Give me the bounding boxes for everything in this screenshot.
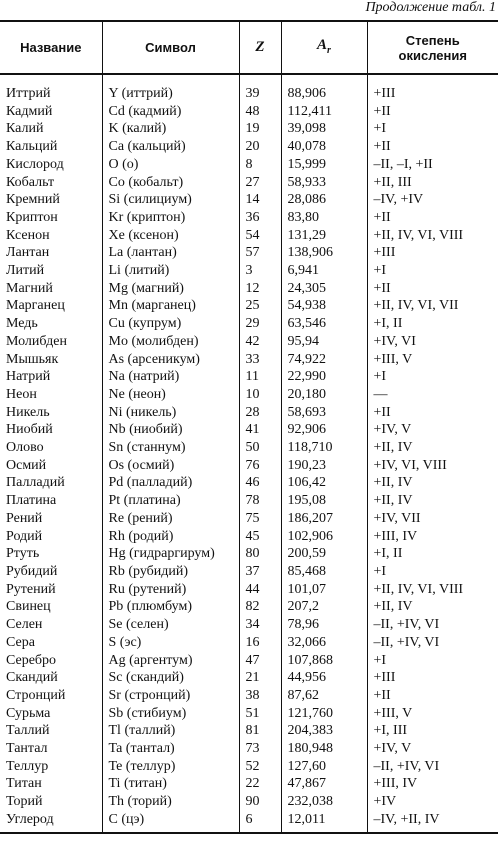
cell-oxidation-state: +II, IV (367, 474, 498, 492)
cell-atomic-mass: 54,938 (281, 297, 367, 315)
cell-atomic-mass: 204,383 (281, 722, 367, 740)
cell-name: Натрий (6, 369, 51, 385)
cell-atomic-number: 3 (239, 262, 281, 280)
cell-atomic-number: 52 (239, 758, 281, 776)
cell-oxidation-state: +IV, VII (367, 510, 498, 528)
table-row (0, 722, 498, 740)
cell-symbol: Ru (рутений) (102, 581, 239, 599)
cell-atomic-number: 54 (239, 227, 281, 245)
cell-name: Родий (6, 528, 43, 544)
cell-oxidation-state: +III (367, 244, 498, 262)
cell-atomic-mass: 232,038 (281, 793, 367, 811)
cell-oxidation-state: +I, II (367, 315, 498, 333)
cell-oxidation-state: +I, III (367, 722, 498, 740)
cell-name: Олово (6, 440, 44, 456)
cell-atomic-number: 33 (239, 351, 281, 369)
cell-atomic-mass: 22,990 (281, 368, 367, 386)
table-row (0, 775, 498, 793)
table-row (0, 421, 498, 439)
cell-atomic-number: 34 (239, 616, 281, 634)
cell-atomic-mass: 112,411 (281, 103, 367, 121)
cell-atomic-mass: 118,710 (281, 439, 367, 457)
cell-atomic-number: 39 (239, 74, 281, 103)
header-name: Название (0, 21, 102, 74)
cell-symbol: Cd (кадмий) (102, 103, 239, 121)
cell-atomic-number: 57 (239, 244, 281, 262)
cell-name: Калий (6, 121, 44, 137)
cell-name: Медь (6, 316, 38, 332)
cell-symbol: Ta (тантал) (102, 740, 239, 758)
cell-atomic-number: 11 (239, 368, 281, 386)
cell-atomic-number: 81 (239, 722, 281, 740)
cell-atomic-number: 44 (239, 581, 281, 599)
cell-atomic-number: 45 (239, 528, 281, 546)
cell-symbol: C (цэ) (102, 811, 239, 833)
cell-atomic-number: 36 (239, 209, 281, 227)
cell-oxidation-state: +II, IV, VI, VII (367, 297, 498, 315)
table-row (0, 705, 498, 723)
cell-oxidation-state: +I (367, 120, 498, 138)
cell-name: Кадмий (6, 103, 53, 119)
table-row (0, 404, 498, 422)
cell-atomic-number: 8 (239, 156, 281, 174)
cell-oxidation-state: +II (367, 209, 498, 227)
table-row (0, 581, 498, 599)
cell-atomic-number: 80 (239, 545, 281, 563)
cell-name: Рений (6, 510, 43, 526)
cell-atomic-mass: 190,23 (281, 457, 367, 475)
cell-oxidation-state: +I (367, 262, 498, 280)
table-caption: Продолжение табл. 1 (365, 0, 496, 15)
cell-atomic-mass: 63,546 (281, 315, 367, 333)
cell-symbol: Mg (магний) (102, 280, 239, 298)
cell-symbol: Os (осмий) (102, 457, 239, 475)
cell-atomic-mass: 20,180 (281, 386, 367, 404)
header-symbol: Символ (102, 21, 239, 74)
table-row (0, 740, 498, 758)
cell-atomic-number: 90 (239, 793, 281, 811)
cell-oxidation-state: +IV, V (367, 421, 498, 439)
cell-oxidation-state: — (367, 386, 498, 404)
cell-name: Платина (6, 493, 57, 509)
cell-symbol: La (лантан) (102, 244, 239, 262)
cell-oxidation-state: +II, III (367, 174, 498, 192)
table-row (0, 474, 498, 492)
table-row (0, 262, 498, 280)
cell-atomic-mass: 83,80 (281, 209, 367, 227)
cell-atomic-mass: 131,29 (281, 227, 367, 245)
cell-atomic-mass: 106,42 (281, 474, 367, 492)
table-row (0, 793, 498, 811)
cell-oxidation-state: +II, IV, VI, VIII (367, 581, 498, 599)
cell-symbol: Ca (кальций) (102, 138, 239, 156)
table-row (0, 368, 498, 386)
cell-atomic-mass: 95,94 (281, 333, 367, 351)
cell-symbol: Rh (родий) (102, 528, 239, 546)
cell-atomic-mass: 40,078 (281, 138, 367, 156)
cell-atomic-number: 82 (239, 598, 281, 616)
cell-atomic-number: 14 (239, 191, 281, 209)
cell-name: Теллур (6, 758, 49, 774)
header-atomic-mass (281, 21, 367, 74)
cell-oxidation-state: –IV, +IV (367, 191, 498, 209)
header-row (0, 21, 498, 74)
cell-atomic-mass: 186,207 (281, 510, 367, 528)
cell-symbol: Mn (марганец) (102, 297, 239, 315)
cell-name: Кобальт (6, 174, 55, 190)
cell-symbol: Sc (скандий) (102, 669, 239, 687)
cell-name: Тантал (6, 741, 48, 757)
cell-name: Никель (6, 404, 50, 420)
cell-symbol: Sb (стибиум) (102, 705, 239, 723)
table-row (0, 598, 498, 616)
table-row (0, 811, 498, 833)
cell-atomic-mass: 92,906 (281, 421, 367, 439)
cell-atomic-number: 50 (239, 439, 281, 457)
header-atomic-mass-subscript: r (327, 44, 331, 56)
cell-name: Ниобий (6, 422, 53, 438)
table-row (0, 297, 498, 315)
cell-oxidation-state: +II (367, 280, 498, 298)
table-row (0, 758, 498, 776)
cell-name: Серебро (6, 652, 57, 668)
cell-symbol: Hg (гидраргирум) (102, 545, 239, 563)
cell-name: Палладий (6, 475, 65, 491)
cell-atomic-mass: 74,922 (281, 351, 367, 369)
cell-name: Лантан (6, 245, 50, 261)
cell-name: Скандий (6, 670, 58, 686)
cell-atomic-number: 6 (239, 811, 281, 833)
cell-atomic-mass: 12,011 (281, 811, 367, 833)
table-row (0, 333, 498, 351)
cell-atomic-mass: 32,066 (281, 634, 367, 652)
elements-table (0, 20, 498, 834)
cell-symbol: Si (силициум) (102, 191, 239, 209)
cell-oxidation-state: +II, IV (367, 598, 498, 616)
cell-atomic-number: 29 (239, 315, 281, 333)
cell-symbol: Se (селен) (102, 616, 239, 634)
cell-atomic-mass: 138,906 (281, 244, 367, 262)
cell-symbol: Cu (купрум) (102, 315, 239, 333)
cell-atomic-number: 12 (239, 280, 281, 298)
cell-name: Рутений (6, 581, 56, 597)
cell-symbol: Tl (таллий) (102, 722, 239, 740)
cell-atomic-mass: 24,305 (281, 280, 367, 298)
cell-name: Осмий (6, 457, 47, 473)
cell-name: Титан (6, 776, 42, 792)
cell-oxidation-state: +II (367, 687, 498, 705)
cell-symbol: K (калий) (102, 120, 239, 138)
cell-atomic-mass: 39,098 (281, 120, 367, 138)
cell-atomic-mass: 87,62 (281, 687, 367, 705)
cell-atomic-mass: 15,999 (281, 156, 367, 174)
table-row (0, 103, 498, 121)
cell-oxidation-state: +II, IV (367, 439, 498, 457)
cell-oxidation-state: +I (367, 563, 498, 581)
cell-oxidation-state: –II, +IV, VI (367, 616, 498, 634)
cell-name: Мышьяк (6, 351, 59, 367)
cell-name: Кальций (6, 139, 58, 155)
cell-atomic-mass: 102,906 (281, 528, 367, 546)
cell-oxidation-state: +IV, V (367, 740, 498, 758)
cell-symbol: Ti (титан) (102, 775, 239, 793)
header-atomic-mass-letter: A (317, 36, 328, 53)
cell-atomic-mass: 107,868 (281, 652, 367, 670)
cell-name: Свинец (6, 599, 51, 615)
cell-oxidation-state: +III (367, 74, 498, 103)
cell-name: Ксенон (6, 227, 50, 243)
table-row (0, 669, 498, 687)
table-row (0, 563, 498, 581)
cell-atomic-mass: 44,956 (281, 669, 367, 687)
cell-name: Углерод (0, 811, 102, 833)
cell-atomic-number: 10 (239, 386, 281, 404)
table-row (0, 244, 498, 262)
cell-symbol: Xe (ксенон) (102, 227, 239, 245)
table-row (0, 315, 498, 333)
table-row (0, 616, 498, 634)
cell-atomic-mass: 200,59 (281, 545, 367, 563)
cell-atomic-mass: 58,933 (281, 174, 367, 192)
cell-atomic-number: 38 (239, 687, 281, 705)
cell-symbol: Mo (молибден) (102, 333, 239, 351)
cell-symbol: S (эс) (102, 634, 239, 652)
cell-name: Сера (6, 634, 35, 650)
cell-atomic-number: 28 (239, 404, 281, 422)
table-row (0, 191, 498, 209)
cell-oxidation-state: –II, +IV, VI (367, 634, 498, 652)
cell-symbol: O (о) (102, 156, 239, 174)
cell-name: Селен (6, 617, 43, 633)
cell-name: Стронций (6, 687, 66, 703)
table-row (0, 138, 498, 156)
cell-name: Магний (6, 280, 53, 296)
cell-atomic-mass: 101,07 (281, 581, 367, 599)
cell-atomic-mass: 127,60 (281, 758, 367, 776)
cell-atomic-number: 19 (239, 120, 281, 138)
cell-oxidation-state: +III, IV (367, 775, 498, 793)
cell-symbol: Ag (аргентум) (102, 652, 239, 670)
cell-symbol: Ni (никель) (102, 404, 239, 422)
elements-table-container (0, 20, 498, 834)
cell-atomic-number: 16 (239, 634, 281, 652)
cell-atomic-mass: 195,08 (281, 492, 367, 510)
cell-name: Неон (6, 386, 37, 402)
cell-oxidation-state: +II (367, 404, 498, 422)
cell-symbol: Na (натрий) (102, 368, 239, 386)
cell-atomic-number: 51 (239, 705, 281, 723)
cell-symbol: Nb (ниобий) (102, 421, 239, 439)
cell-name: Иттрий (6, 86, 51, 101)
cell-symbol: Co (кобальт) (102, 174, 239, 192)
cell-oxidation-state: +III, IV (367, 528, 498, 546)
cell-atomic-mass: 207,2 (281, 598, 367, 616)
cell-name: Таллий (6, 723, 50, 739)
cell-symbol: Te (теллур) (102, 758, 239, 776)
cell-oxidation-state: +II (367, 103, 498, 121)
table-row (0, 528, 498, 546)
cell-name: Рубидий (6, 563, 58, 579)
cell-atomic-number: 78 (239, 492, 281, 510)
cell-atomic-number: 48 (239, 103, 281, 121)
cell-atomic-number: 25 (239, 297, 281, 315)
cell-atomic-number: 21 (239, 669, 281, 687)
cell-oxidation-state: +III, V (367, 705, 498, 723)
table-row (0, 652, 498, 670)
cell-symbol: Pd (палладий) (102, 474, 239, 492)
cell-oxidation-state: –IV, +II, IV (367, 811, 498, 833)
cell-atomic-mass: 121,760 (281, 705, 367, 723)
table-row (0, 156, 498, 174)
cell-symbol: Sr (стронций) (102, 687, 239, 705)
table-row (0, 492, 498, 510)
cell-atomic-number: 20 (239, 138, 281, 156)
cell-oxidation-state: –II, –I, +II (367, 156, 498, 174)
cell-atomic-number: 41 (239, 421, 281, 439)
cell-name: Марганец (6, 298, 65, 314)
table-row (0, 545, 498, 563)
cell-name: Литий (6, 263, 45, 279)
cell-atomic-number: 47 (239, 652, 281, 670)
cell-name: Ртуть (6, 546, 40, 562)
cell-atomic-mass: 28,086 (281, 191, 367, 209)
cell-name: Криптон (6, 209, 58, 225)
table-header (0, 21, 498, 74)
cell-name: Сурьма (6, 705, 51, 721)
cell-atomic-number: 46 (239, 474, 281, 492)
cell-symbol: Li (литий) (102, 262, 239, 280)
cell-atomic-mass: 78,96 (281, 616, 367, 634)
cell-atomic-mass: 6,941 (281, 262, 367, 280)
cell-symbol: Pt (платина) (102, 492, 239, 510)
cell-atomic-mass: 47,867 (281, 775, 367, 793)
cell-name: Кислород (6, 156, 64, 172)
cell-symbol: As (арсеникум) (102, 351, 239, 369)
table-row (0, 120, 498, 138)
cell-oxidation-state: +IV, VI (367, 333, 498, 351)
cell-oxidation-state: +IV, VI, VIII (367, 457, 498, 475)
cell-name: Молибден (6, 333, 67, 349)
table-row (0, 174, 498, 192)
table-row (0, 510, 498, 528)
table-row (0, 227, 498, 245)
table-row (0, 457, 498, 475)
cell-atomic-number: 42 (239, 333, 281, 351)
cell-oxidation-state: +I (367, 368, 498, 386)
header-oxidation-state: Степень окисления (367, 21, 498, 74)
cell-atomic-number: 75 (239, 510, 281, 528)
cell-atomic-number: 76 (239, 457, 281, 475)
table-row (0, 687, 498, 705)
cell-symbol: Re (рений) (102, 510, 239, 528)
cell-oxidation-state: +III, V (367, 351, 498, 369)
cell-name: Торий (6, 794, 43, 810)
cell-symbol: Y (иттрий) (102, 74, 239, 103)
cell-oxidation-state: +I, II (367, 545, 498, 563)
cell-symbol: Ne (неон) (102, 386, 239, 404)
header-atomic-number: Z (239, 21, 281, 74)
cell-atomic-number: 22 (239, 775, 281, 793)
table-row (0, 634, 498, 652)
cell-oxidation-state: +IV (367, 793, 498, 811)
cell-atomic-mass: 85,468 (281, 563, 367, 581)
table-row (0, 439, 498, 457)
cell-atomic-number: 27 (239, 174, 281, 192)
cell-oxidation-state: +II (367, 138, 498, 156)
cell-atomic-number: 37 (239, 563, 281, 581)
table-row (0, 209, 498, 227)
table-body (0, 74, 498, 833)
cell-symbol: Th (торий) (102, 793, 239, 811)
cell-oxidation-state: +II, IV (367, 492, 498, 510)
cell-name: Кремний (6, 192, 60, 208)
cell-oxidation-state: –II, +IV, VI (367, 758, 498, 776)
cell-symbol: Sn (станнум) (102, 439, 239, 457)
cell-oxidation-state: +I (367, 652, 498, 670)
cell-symbol: Rb (рубидий) (102, 563, 239, 581)
cell-atomic-number: 73 (239, 740, 281, 758)
table-row (0, 74, 498, 103)
table-row (0, 386, 498, 404)
cell-atomic-mass: 58,693 (281, 404, 367, 422)
cell-atomic-mass: 88,906 (281, 74, 367, 103)
cell-oxidation-state: +III (367, 669, 498, 687)
cell-symbol: Pb (плюмбум) (102, 598, 239, 616)
cell-atomic-mass: 180,948 (281, 740, 367, 758)
cell-oxidation-state: +II, IV, VI, VIII (367, 227, 498, 245)
table-row (0, 280, 498, 298)
table-row (0, 351, 498, 369)
cell-symbol: Kr (криптон) (102, 209, 239, 227)
